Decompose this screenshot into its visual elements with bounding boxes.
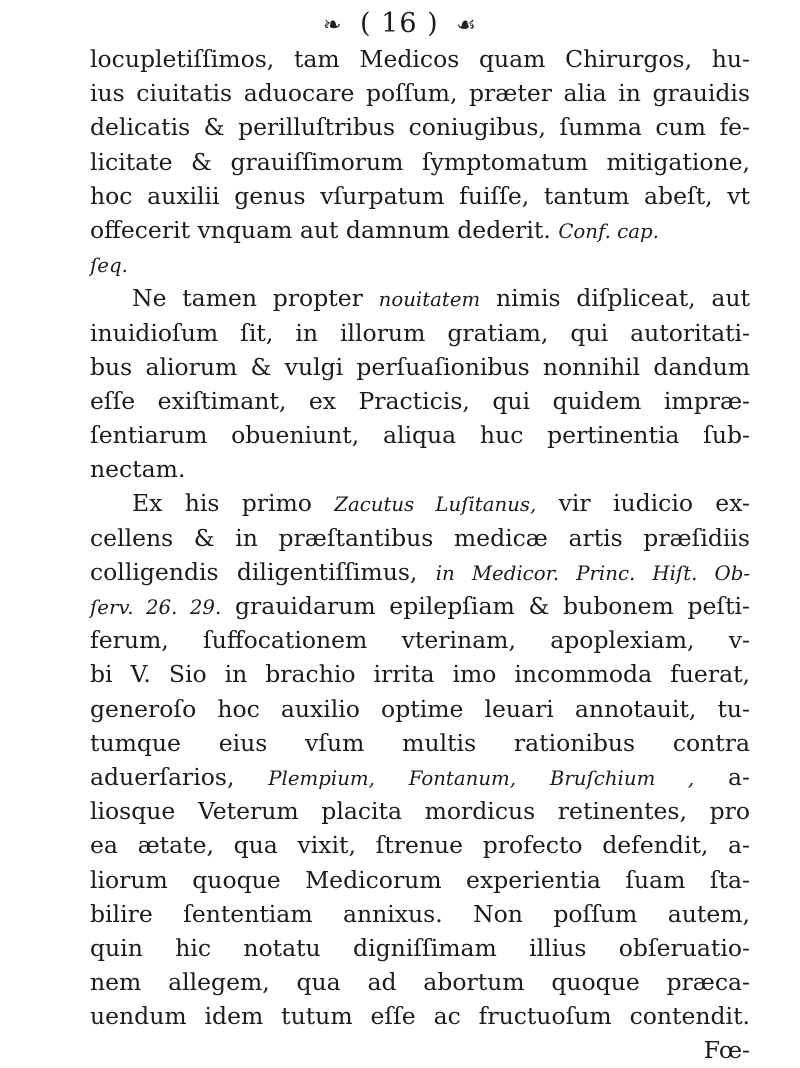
author-name: Zacutus Luſitanus, <box>334 493 537 517</box>
text-line: nectam. <box>90 455 186 484</box>
text-line <box>90 555 750 589</box>
text-line: delicatis & perilluſtribus coniugibus, ſumma cum fe- <box>90 113 750 142</box>
text-line: eſſe exiſtimant, ex Practicis, qui quidem impræ- <box>90 386 750 415</box>
text-line: bus aliorum & vulgi perſuaſionibus nonnihil dandum <box>90 352 750 381</box>
catchword: Fœ- <box>703 1036 750 1065</box>
author-name: Fontanum, <box>408 766 517 790</box>
body-text <box>90 42 750 1068</box>
text-line <box>90 247 750 281</box>
text-segment: colligendis diligentiſſimus, <box>90 557 418 586</box>
text-segment: Ne tamen propter <box>132 284 363 313</box>
citation: in Medicor. Princ. Hiſt. Ob- <box>435 561 751 585</box>
text-line: liorum quoque Medicorum experientia ſuam ſta- <box>90 865 750 894</box>
text-segment: offecerit vnquam aut damnum dederit. <box>90 215 551 244</box>
emphasis: nouitatem <box>378 288 481 312</box>
text-segment: vir iudicio ex- <box>558 489 750 518</box>
text-line: bi V. Sio in brachio irrita imo incommoda fuerat, <box>90 660 750 689</box>
text-segment: a- <box>728 762 750 791</box>
text-line: locupletiſſimos, tam Medicos quam Chirurgos, hu- <box>90 45 750 73</box>
text-line: ea ætate, qua vixit, ſtrenue profecto defendit, a- <box>90 831 750 860</box>
paragraph-start <box>90 486 750 520</box>
citation: ſeq. <box>90 254 128 278</box>
ornament-right-icon: ☙ <box>456 13 477 38</box>
citation: ſerv. 26. 29. <box>90 596 222 619</box>
text-line: ſentiarum obueniunt, aliqua huc pertinentia ſub- <box>90 421 750 450</box>
page-number: ( 16 ) <box>360 8 439 39</box>
text-line: hoc auxilii genus vſurpatum fuiſſe, tantum abeſt, vt <box>90 181 750 210</box>
text-line: liosque Veterum placita mordicus retinentes, pro <box>90 797 750 826</box>
ornament-left-icon: ❧ <box>323 13 343 38</box>
text-segment: nimis diſpliceat, aut <box>496 284 750 313</box>
text-segment: aduerſarios, <box>90 762 235 791</box>
text-segment: Ex his primo <box>132 489 312 518</box>
text-line <box>90 213 750 247</box>
text-line: ferum, ſuffocationem vterinam, apoplexiam, v- <box>90 626 750 655</box>
paragraph-start <box>90 281 750 315</box>
author-name: Plempium, <box>268 766 375 790</box>
text-segment: grauidarum epilepſiam & bubonem peſti- <box>234 592 750 620</box>
text-line: quin hic notatu digniſſimam illius obſeruatio- <box>90 933 750 962</box>
text-line: bilire ſententiam annixus. Non poſſum autem, <box>90 899 750 928</box>
text-line: licitate & grauiſſimorum ſymptomatum mitigatione, <box>90 147 750 176</box>
citation: Conf. cap. <box>558 219 659 243</box>
text-line: uendum idem tutum eſſe ac fructuoſum contendit. <box>90 1002 750 1031</box>
text-line <box>90 760 750 794</box>
page-header <box>0 8 800 39</box>
text-line: tumque eius vſum multis rationibus contra <box>90 728 750 757</box>
text-line: inuidioſum ſit, in illorum gratiam, qui autoritati- <box>90 318 750 347</box>
text-line <box>90 589 750 623</box>
author-name: Bruſchium , <box>549 766 695 790</box>
text-line: nem allegem, qua ad abortum quoque præca- <box>90 968 750 997</box>
text-line: cellens & in præſtantibus medicæ artis præſidiis <box>90 523 750 552</box>
text-line: ius ciuitatis aduocare poſſum, præter alia in grauidis <box>90 79 750 108</box>
text-line: generoſo hoc auxilio optime leuari annotauit, tu- <box>90 694 750 723</box>
